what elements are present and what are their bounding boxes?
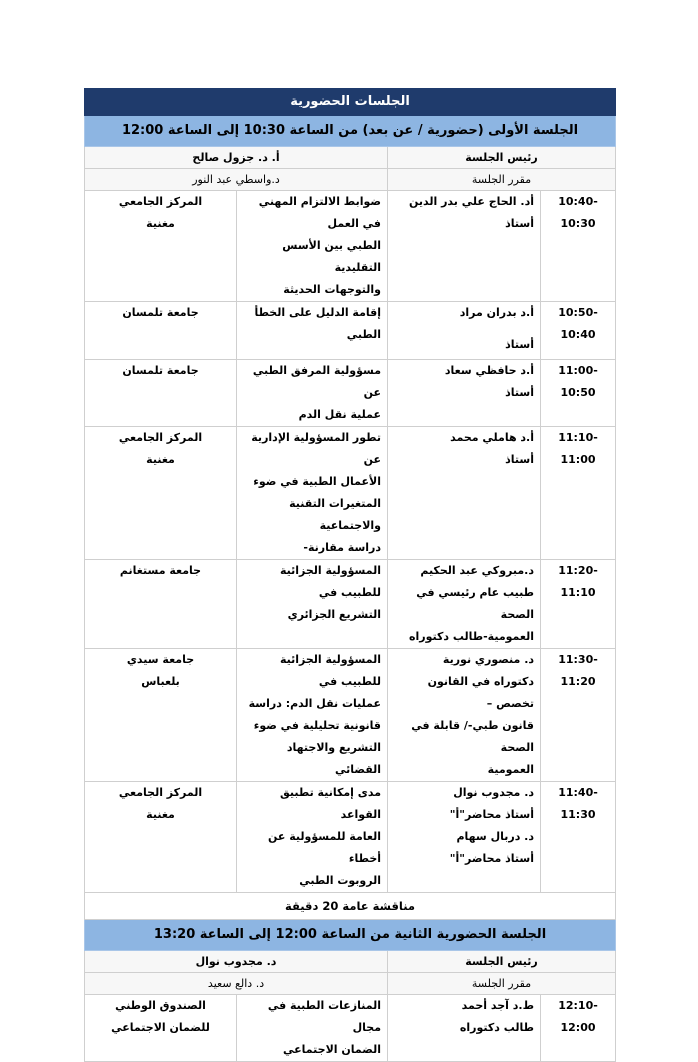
- topic-line: التشريع والاجتهاد القضائي: [286, 741, 382, 776]
- schedule-row: [85, 360, 616, 427]
- institution: [85, 995, 237, 1062]
- speaker-line: د. منصوري نورية: [442, 653, 535, 666]
- topic-line: الضمان الاجتماعي: [283, 1043, 382, 1056]
- speaker-line: طالب دكتوراه: [459, 1021, 535, 1034]
- schedule-row: [85, 649, 616, 782]
- sessions-table: [84, 88, 616, 1062]
- time-slot-line: 11:00-10:50: [558, 364, 598, 399]
- speaker-line: أستاذ محاضر"أ": [449, 808, 535, 821]
- time-slot-line: 11:30-11:20: [558, 653, 598, 688]
- time-slot: [541, 360, 616, 427]
- topic-line: مدى إمكانية تطبيق القواعد: [279, 786, 382, 821]
- speaker-line: أ.د بدران مراد: [459, 306, 535, 319]
- speaker: [388, 782, 541, 893]
- speaker: [388, 360, 541, 427]
- topic: [237, 191, 388, 302]
- speaker: [388, 191, 541, 302]
- speaker-line: دكتوراه في القانون تخصص –: [427, 675, 535, 710]
- speaker-line: [394, 324, 534, 334]
- institution: [85, 360, 237, 427]
- time-slot: [541, 191, 616, 302]
- topic-line: إقامة الدليل على الخطأ الطبي: [254, 306, 382, 341]
- topic-line: قانونية تحليلية في ضوء: [253, 719, 382, 732]
- session2-title-row: [85, 920, 616, 951]
- speaker-line: أستاذ: [505, 386, 535, 399]
- session2-title: الجلسة الحضورية الثانية من الساعة 12:00 إلى الساعة 13:20: [85, 920, 616, 951]
- institution: [85, 782, 237, 893]
- institution-line: المركز الجامعي: [118, 786, 203, 799]
- institution: [85, 191, 237, 302]
- speaker-line: أستاذ: [505, 453, 535, 466]
- topic-line: والتوجهات الحديثة: [283, 283, 382, 296]
- institution-line: الصندوق الوطني: [115, 999, 206, 1012]
- institution-line: جامعة تلمسان: [122, 306, 199, 319]
- institution-line: جامعة مستغانم: [119, 564, 202, 577]
- topic-line: تطور المسؤولية الإدارية عن: [251, 431, 382, 466]
- speaker: [388, 995, 541, 1062]
- session1-title-row: [85, 116, 616, 147]
- time-slot: [541, 649, 616, 782]
- time-slot-line: 10:40-10:30: [558, 195, 598, 230]
- institution-line: بلعباس: [141, 675, 180, 688]
- session1-title: الجلسة الأولى (حضورية / عن بعد) من الساعة 10:30 إلى الساعة 12:00: [85, 116, 616, 147]
- institution-line: جامعة سيدي: [126, 653, 195, 666]
- speaker-line: أ.د هاملي محمد: [450, 431, 535, 444]
- institution-line: المركز الجامعي: [118, 431, 203, 444]
- schedule-row: [85, 782, 616, 893]
- topic-line: المسؤولية الجزائية للطبيب في: [279, 653, 382, 688]
- topic-line: مسؤولية المرفق الطبي عن: [252, 364, 382, 399]
- speaker-line: العمومية-طالب دكتوراه: [408, 630, 535, 643]
- time-slot-line: 11:40-11:30: [558, 786, 598, 821]
- session2-chair-label: رئيس الجلسة: [388, 951, 616, 973]
- topic: [237, 782, 388, 893]
- time-slot-line: 11:10-11:00: [558, 431, 598, 466]
- institution: [85, 649, 237, 782]
- speaker: [388, 302, 541, 360]
- speaker-line: د. دربال سهام: [456, 830, 535, 843]
- time-slot: [541, 560, 616, 649]
- time-slot: [541, 427, 616, 560]
- institution-line: مغنية: [146, 808, 175, 821]
- main-title: الجلسات الحضورية: [85, 89, 616, 116]
- session1-chair-row: [85, 147, 616, 169]
- session1-discussion: مناقشة عامة 20 دقيقة: [85, 893, 616, 920]
- topic: [237, 360, 388, 427]
- topic-line: العامة للمسؤولية عن أخطاء: [268, 830, 382, 865]
- session2-rapporteur-row: [85, 973, 616, 995]
- schedule-row: [85, 995, 616, 1062]
- topic: [237, 560, 388, 649]
- speaker-line: أستاذ: [505, 217, 535, 230]
- institution: [85, 560, 237, 649]
- session1-rapporteur-label: مقرر الجلسة: [388, 169, 616, 191]
- institution: [85, 427, 237, 560]
- speaker: [388, 560, 541, 649]
- topic: [237, 427, 388, 560]
- main-title-row: [85, 89, 616, 116]
- topic: [237, 995, 388, 1062]
- program-sheet: [84, 88, 615, 1062]
- topic-line: عملية نقل الدم: [298, 408, 382, 421]
- topic-line: المتغيرات التقنية والاجتماعية: [289, 497, 382, 532]
- schedule-row: [85, 191, 616, 302]
- speaker-line: د.مبروكي عبد الحكيم: [420, 564, 535, 577]
- session1-rapporteur-name: د.واسطي عبد النور: [85, 169, 388, 191]
- institution-line: مغنية: [146, 217, 175, 230]
- time-slot: [541, 302, 616, 360]
- speaker-line: قانون طبي-/ قابلة في الصحة: [411, 719, 535, 754]
- topic-line: عمليات نقل الدم: دراسة: [248, 697, 382, 710]
- time-slot: [541, 995, 616, 1062]
- topic-line: ضوابط الالتزام المهني في العمل: [258, 195, 382, 230]
- speaker: [388, 649, 541, 782]
- time-slot-line: 11:20-11:10: [558, 564, 598, 599]
- topic-line: المسؤولية الجزائية للطبيب في: [279, 564, 382, 599]
- topic-line: المنازعات الطبية في مجال: [267, 999, 382, 1034]
- time-slot-line: 12:10-12:00: [558, 999, 598, 1034]
- schedule-row: [85, 302, 616, 360]
- speaker: [388, 427, 541, 560]
- speaker-line: أ.د حافظي سعاد: [444, 364, 535, 377]
- speaker-line: أد. الحاج علي بدر الدين: [408, 195, 535, 208]
- session1-discussion-row: [85, 893, 616, 920]
- session2-chair-name: د. مجدوب نوال: [85, 951, 388, 973]
- topic-line: التشريع الجزائري: [287, 608, 382, 621]
- speaker-line: العمومية: [487, 763, 535, 776]
- speaker-line: طبيب عام رئيسي في الصحة: [416, 586, 535, 621]
- time-slot-line: 10:50-10:40: [558, 306, 598, 341]
- session1-chair-label: رئيس الجلسة: [388, 147, 616, 169]
- institution: [85, 302, 237, 360]
- topic: [237, 649, 388, 782]
- speaker-line: د. مجدوب نوال: [453, 786, 535, 799]
- institution-line: مغنية: [146, 453, 175, 466]
- speaker-line: أستاذ محاضر"أ": [449, 852, 535, 865]
- topic: [237, 302, 388, 360]
- institution-line: جامعة تلمسان: [122, 364, 199, 377]
- session1-chair-name: أ. د. جزول صالح: [85, 147, 388, 169]
- schedule-row: [85, 427, 616, 560]
- topic-line: الروبوت الطبي: [299, 874, 382, 887]
- schedule-row: [85, 560, 616, 649]
- topic-line: الطبي بين الأسس التقليدية: [282, 239, 382, 274]
- institution-line: للضمان الاجتماعي: [111, 1021, 210, 1034]
- time-slot: [541, 782, 616, 893]
- institution-line: المركز الجامعي: [118, 195, 203, 208]
- speaker-line: ط.د آجد أحمد: [461, 999, 535, 1012]
- topic-line: الأعمال الطبية في ضوء: [253, 475, 382, 488]
- session1-rapporteur-row: [85, 169, 616, 191]
- session2-rapporteur-label: مقرر الجلسة: [388, 973, 616, 995]
- session2-chair-row: [85, 951, 616, 973]
- speaker-line: أستاذ: [505, 338, 535, 351]
- session2-rapporteur-name: د. دالع سعيد: [85, 973, 388, 995]
- topic-line: دراسة مقارنة-: [303, 541, 382, 554]
